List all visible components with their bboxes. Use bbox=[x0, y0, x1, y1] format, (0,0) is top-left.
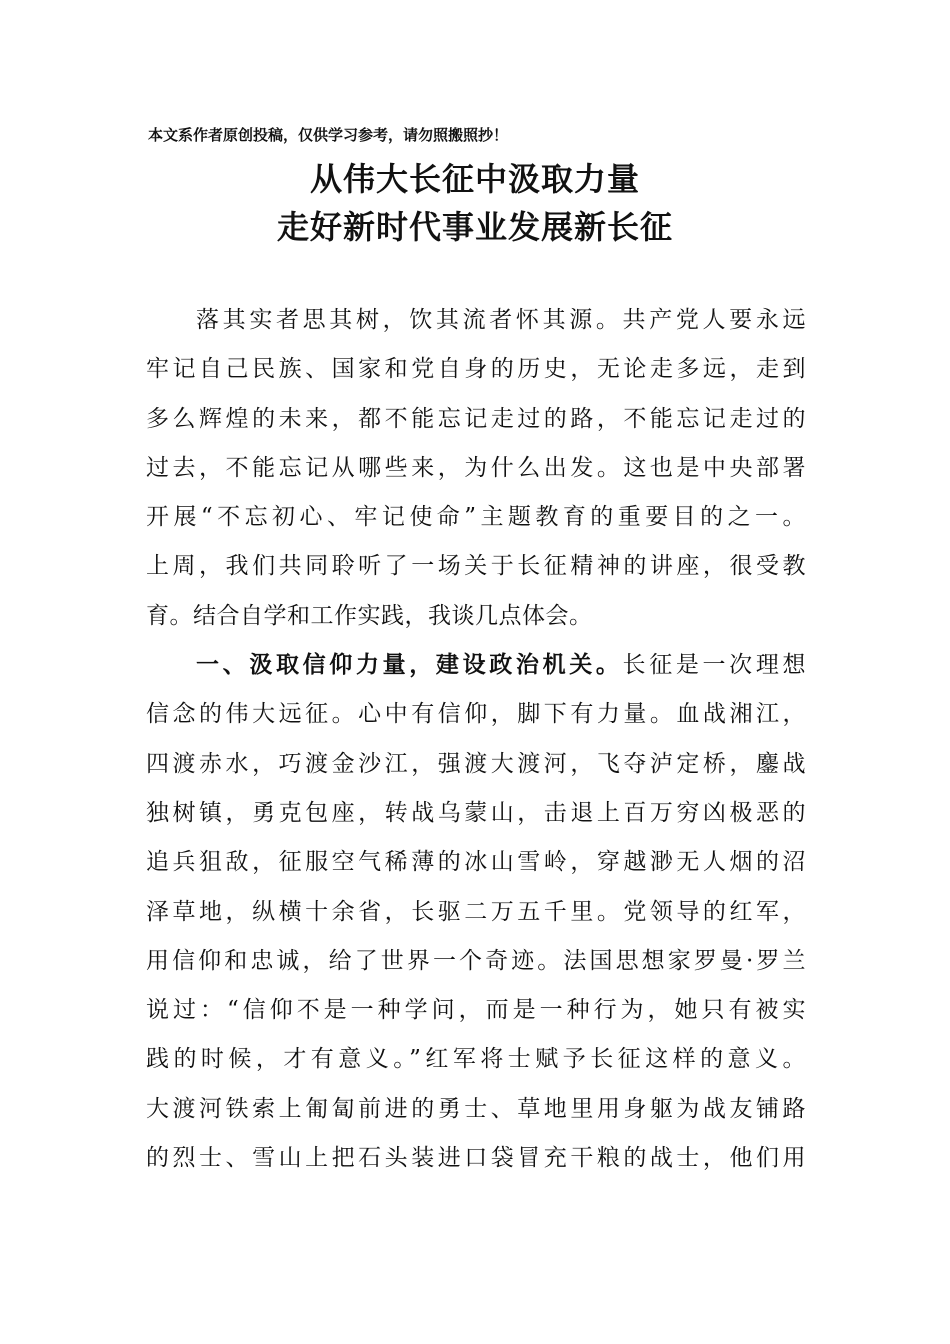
paragraph-1-line: 牢记自己民族、国家和党自身的历史，无论走多远，走到 bbox=[146, 356, 806, 383]
paragraph-2-line: 追兵狙敌，征服空气稀薄的冰山雪岭，穿越渺无人烟的沼 bbox=[146, 849, 806, 876]
paragraph-2-line: 说过：“信仰不是一种学问，而是一种行为，她只有被实 bbox=[146, 997, 806, 1024]
document-body bbox=[146, 296, 806, 1183]
paragraph-2-line: 大渡河铁索上匍匐前进的勇士、草地里用身躯为战友铺路 bbox=[146, 1095, 806, 1122]
paragraph-2-line: 信念的伟大远征。心中有信仰，脚下有力量。血战湘江， bbox=[146, 701, 806, 728]
paragraph-2-line: 四渡赤水，巧渡金沙江，强渡大渡河，飞夺泸定桥，鏖战 bbox=[146, 750, 806, 777]
paragraph-2-line: 泽草地，纵横十余省，长驱二万五千里。党领导的红军， bbox=[146, 898, 806, 925]
title-line-2: 走好新时代事业发展新长征 bbox=[276, 208, 673, 246]
paragraph-1-line: 上周，我们共同聆听了一场关于长征精神的讲座，很受教 bbox=[146, 553, 806, 580]
paragraph-2-line: 的烈士、雪山上把石头装进口袋冒充干粮的战士，他们用 bbox=[146, 1145, 806, 1172]
paragraph-2-line: 独树镇，勇克包座，转战乌蒙山，击退上百万穷凶极恶的 bbox=[146, 799, 806, 826]
paragraph-1-line: 过去，不能忘记从哪些来，为什么出发。这也是中央部署 bbox=[146, 454, 806, 481]
paragraph-2-first-rest: 长征是一次理想 bbox=[622, 652, 807, 679]
paragraph-2-line: 用信仰和忠诚，给了世界一个奇迹。法国思想家罗曼·罗兰 bbox=[146, 947, 806, 974]
paragraph-2-first-line bbox=[146, 641, 806, 690]
title-line-1: 从伟大长征中汲取力量 bbox=[309, 160, 640, 198]
section-heading: 一、汲取信仰力量，建设政治机关。 bbox=[196, 652, 623, 679]
paragraph-1-line: 开展“不忘初心、牢记使命”主题教育的重要目的之一。 bbox=[146, 504, 806, 531]
paragraph-2-line: 践的时候，才有意义。”红军将士赋予长征这样的意义。 bbox=[146, 1046, 806, 1073]
copyright-notice: 本文系作者原创投稿，仅供学习参考，请勿照搬照抄！ bbox=[148, 126, 509, 144]
paragraph-1-line: 落其实者思其树，饮其流者怀其源。共产党人要永远 bbox=[196, 307, 806, 333]
paragraph-1-line: 多么辉煌的未来，都不能忘记走过的路，不能忘记走过的 bbox=[146, 405, 806, 432]
paragraph-1-line: 育。结合自学和工作实践，我谈几点体会。 bbox=[146, 602, 593, 629]
